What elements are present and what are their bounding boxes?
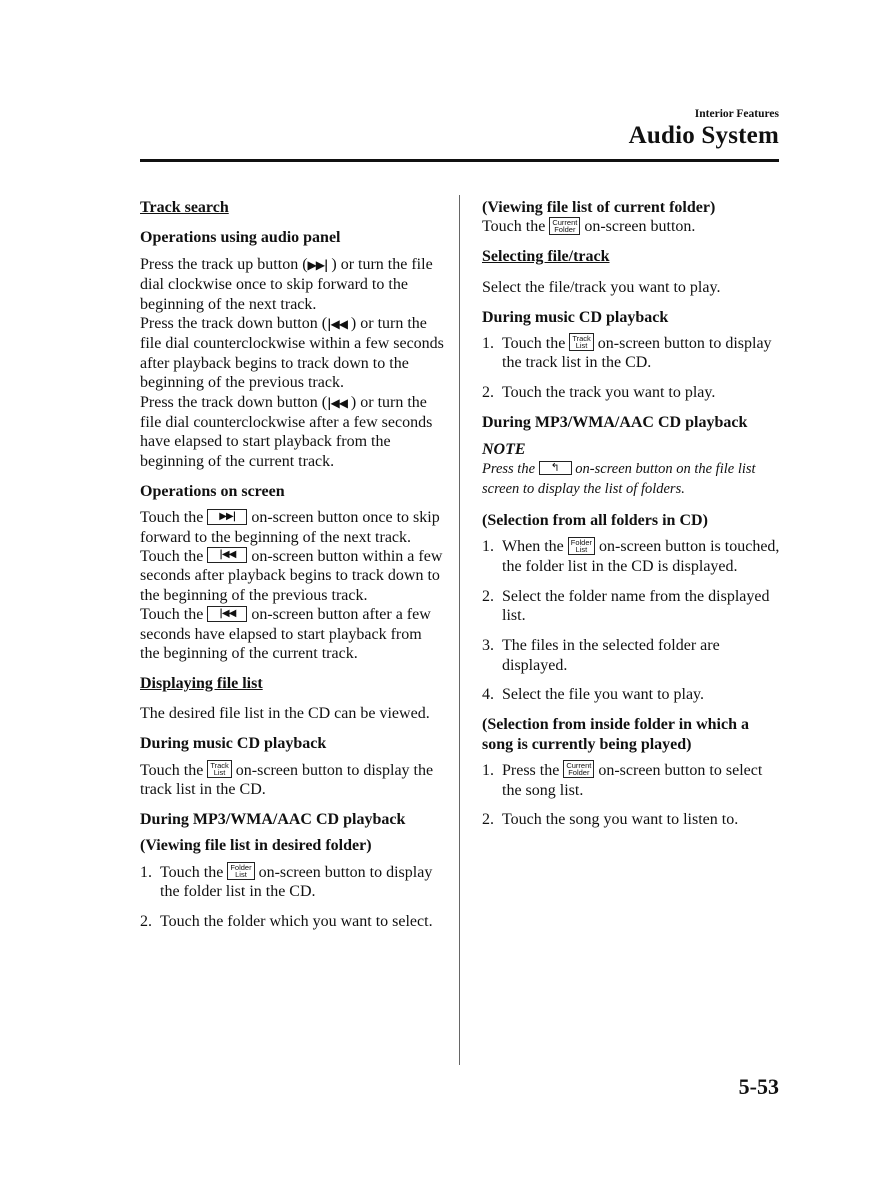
track-search-heading: Track search — [140, 199, 229, 216]
ops-screen-heading: Operations on screen — [140, 482, 285, 500]
track-list-icon: Track List — [569, 333, 593, 351]
displaying-file-list-heading: Displaying file list — [140, 674, 263, 692]
mp3-cd-heading: During MP3/WMA/AAC CD playback — [482, 414, 748, 432]
skip-forward-icon: ▶▶| — [207, 509, 247, 525]
selecting-paragraph: Select the file/track you want to play. — [482, 278, 721, 296]
list-item: 1. Press the Current Folder on-screen button to select the song list. — [482, 761, 763, 799]
music-cd-paragraph: Touch the Track List on-screen button to display the track list in the CD. — [140, 760, 434, 799]
page-title: Audio System — [628, 122, 779, 149]
music-cd-heading: During music CD playback — [482, 308, 669, 326]
left-column — [140, 198, 445, 942]
list-item: 2. Touch the track you want to play. — [482, 384, 716, 402]
music-cd-heading: During music CD playback — [140, 735, 327, 753]
back-arrow-icon: ↰ — [539, 461, 572, 475]
track-down-icon: |◀◀ — [327, 317, 347, 332]
sel-all-heading: (Selection from all folders in CD) — [482, 512, 708, 530]
list-item: 1. Touch the Track List on-screen button to display the track list in the CD. — [482, 334, 772, 372]
audio-panel-paragraph: Press the track up button (▶▶| ) or turn the file dial clockwise once to skip forward to the beginning of the next track. Press the track down button (|◀◀ ) or turn the file dial counterclockwise within a few seconds after playback begins to track down to the beginning of the previous track. Press the track down button (|◀◀ ) or turn the file dial counterclockwise after a few seconds have elapsed to start playback from the beginning of the current track. — [140, 255, 444, 470]
section-label: Interior Features — [694, 108, 779, 120]
file-list-paragraph: The desired file list in the CD can be viewed. — [140, 705, 430, 723]
mp3-cd-heading: During MP3/WMA/AAC CD playback — [140, 810, 406, 828]
list-item: 1. Touch the Folder List on-screen button to display the folder list in the CD. — [140, 863, 433, 901]
note-text: Press the ↰ on-screen button on the file list screen to display the list of folders. — [482, 460, 756, 498]
list-item: 2. Touch the folder which you want to select. — [140, 913, 433, 931]
right-column — [482, 198, 782, 840]
skip-back-icon: |◀◀ — [207, 606, 247, 622]
viewing-current-paragraph: Touch the Current Folder on-screen button. — [482, 217, 696, 236]
track-down-icon: |◀◀ — [327, 395, 347, 410]
screen-ops-paragraph: Touch the ▶▶| on-screen button once to skip forward to the beginning of the next track. Touch the |◀◀ on-screen button within a few seconds after playback begins to track down to the beginning of the previous track. Touch the |◀◀ on-screen button after a few seconds have elapsed to start playback from the beginning of the current track. — [140, 509, 443, 663]
column-divider — [459, 195, 460, 1065]
selecting-heading: Selecting file/track — [482, 248, 610, 266]
all-folders-steps — [482, 537, 782, 704]
track-list-icon: Track List — [207, 760, 231, 778]
music-cd-steps — [482, 334, 782, 403]
list-item: 2. Touch the song you want to listen to. — [482, 811, 739, 829]
desired-folder-steps — [140, 863, 445, 932]
viewing-current-heading: (Viewing file list of current folder) — [482, 199, 716, 216]
list-item: 2. Select the folder name from the displayed list. — [482, 587, 770, 625]
list-item: 4. Select the file you want to play. — [482, 686, 705, 704]
viewing-desired-heading: (Viewing file list in desired folder) — [140, 837, 372, 855]
folder-list-icon: Folder List — [227, 862, 254, 880]
current-folder-icon: Current Folder — [549, 217, 580, 235]
track-up-icon: ▶▶| — [307, 257, 328, 272]
list-item: 3. The files in the selected folder are displayed. — [482, 637, 720, 674]
list-item: 1. When the Folder List on-screen button is touched, the folder list in the CD is displayed. — [482, 537, 780, 575]
folder-list-icon: Folder List — [568, 537, 595, 555]
ops-audio-panel-heading: Operations using audio panel — [140, 229, 341, 247]
note-label: NOTE — [482, 440, 526, 458]
skip-back-icon: |◀◀ — [207, 547, 247, 563]
header-divider — [140, 159, 779, 162]
sel-inside-heading: (Selection from inside folder in which a song is currently being played) — [482, 716, 749, 753]
inside-folder-steps — [482, 761, 782, 830]
current-folder-icon: Current Folder — [563, 760, 594, 778]
page-number: 5-53 — [738, 1074, 779, 1099]
